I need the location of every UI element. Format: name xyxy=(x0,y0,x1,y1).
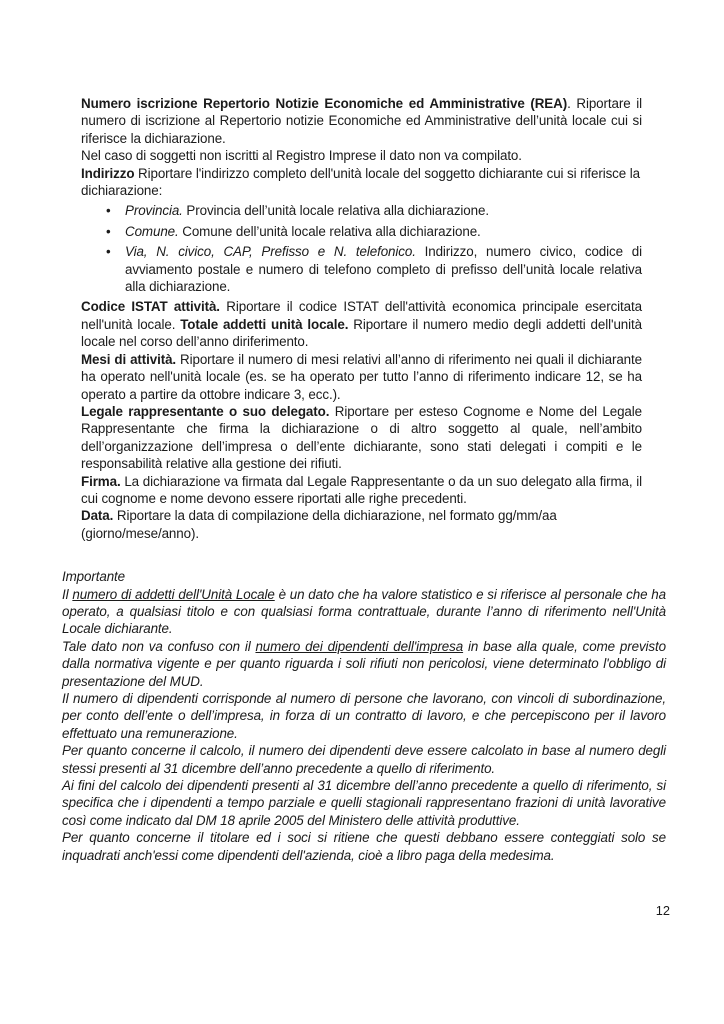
term-legale-rappresentante: Legale rappresentante o suo delegato. xyxy=(81,403,330,419)
paragraph-indirizzo xyxy=(81,165,642,200)
page-content xyxy=(0,95,724,864)
paragraph-istat-body1: Riportare il codice ISTAT dell'attività economica principale esercitata nell'unità locale. xyxy=(81,299,642,332)
bullet-icon: • xyxy=(106,244,111,260)
bullet-desc-comune: Comune dell’unità locale relativa alla dichiarazione. xyxy=(178,223,481,239)
important-section xyxy=(62,568,666,864)
important-paragraph-definizione: Il numero di dipendenti corrisponde al numero di persone che lavorano, con vincoli di subordinazione, per conto dell’ente o dell’impresa, in forza di un contratto di lavoro, e che percepiscono per il lavoro effettuato una remunerazione. xyxy=(62,691,666,741)
paragraph-registro-body: Nel caso di soggetti non iscritti al Registro Imprese il dato non va compilato. xyxy=(81,148,522,164)
paragraph-rea xyxy=(81,95,642,147)
bullet-term-via: Via, N. civico, CAP, Prefisso e N. telefonico. xyxy=(125,244,416,260)
important-paragraph-dipendenti xyxy=(62,638,666,690)
term-data: Data. xyxy=(81,508,114,524)
bullet-desc-provincia: Provincia dell’unità locale relativa alla dichiarazione. xyxy=(182,203,489,219)
important-paragraph-addetti xyxy=(62,586,666,638)
important-paragraph-calcolo: Per quanto concerne il calcolo, il numero dei dipendenti deve essere calcolato in base al numero degli stessi presenti al 31 dicembre dell’anno precedente a quello di riferimento. xyxy=(62,743,666,776)
page-number: 12 xyxy=(655,903,670,918)
bullet-item-provincia xyxy=(81,202,642,219)
bullet-icon: • xyxy=(106,223,111,239)
term-totale-addetti: Totale addetti unità locale. xyxy=(180,316,349,332)
important-p2-pre: Tale dato non va confuso con il xyxy=(62,638,256,654)
paragraph-legale-rappresentante xyxy=(81,403,642,473)
term-rea: Numero iscrizione Repertorio Notizie Economiche ed Amministrative (REA) xyxy=(81,96,568,111)
paragraph-registro-imprese xyxy=(81,147,642,164)
bullet-item-comune xyxy=(81,223,642,240)
paragraph-istat-addetti xyxy=(81,298,642,350)
important-p2-post: in base alla quale, come previsto dalla normativa vigente e per quanto riguarda i soli rifiuti non pericolosi, viene determinato l'obbligo di presentazione del MUD. xyxy=(62,638,666,689)
bullet-desc-via: Indirizzo, numero civico, codice di avviamento postale e numero di telefono completo di prefisso dell’unità locale relativa alla dichiarazione. xyxy=(125,244,642,295)
paragraph-indirizzo-body: Riportare l'indirizzo completo dell'unità locale del soggetto dichiarante cui si riferisce la dichiarazione: xyxy=(81,165,640,199)
paragraph-legale-body: Riportare per esteso Cognome e Nome del Legale Rappresentante che firma la dichiarazione o di altro soggetto al quale, nell’ambito dell’organizzazione dell’impresa o dell’ente dichiarante, sono stati delegati i compiti e le responsabilità relative alla gestione dei rifiuti. xyxy=(81,403,642,472)
important-paragraph-titolare: Per quanto concerne il titolare ed i soci si ritiene che questi debbano essere conteggiati solo se inquadrati anch'essi come dipendenti dell'azienda, cioè a libro paga della medesima. xyxy=(62,830,666,863)
paragraph-istat-body2: Riportare il numero medio degli addetti dell'unità locale nel corso dell’anno diriferimento. xyxy=(81,316,642,350)
paragraph-mesi-body: Riportare il numero di mesi relativi all’anno di riferimento nei quali il dichiarante ha operato nell'unità locale (es. se ha operato per tutto l’anno di riferimento indicare 12, se ha operato a partire da ottobre indicare 3, ecc.). xyxy=(81,351,642,402)
important-p1-pre: Il xyxy=(62,586,73,602)
term-indirizzo: Indirizzo xyxy=(81,165,135,181)
paragraph-firma xyxy=(81,473,642,508)
term-firma: Firma. xyxy=(81,473,121,489)
instructions-section xyxy=(81,95,642,542)
paragraph-data-body: Riportare la data di compilazione della dichiarazione, nel formato gg/mm/aa (giorno/mese/anno). xyxy=(81,508,557,541)
bullet-term-provincia: Provincia. xyxy=(125,203,183,219)
bullet-icon: • xyxy=(106,203,111,219)
underlined-term-addetti: numero di addetti dell'Unità Locale xyxy=(72,586,275,602)
term-codice-istat: Codice ISTAT attività. xyxy=(81,299,220,315)
important-heading: Importante xyxy=(62,569,126,585)
important-paragraph-tempo-parziale: Ai fini del calcolo dei dipendenti presenti al 31 dicembre dell’anno precedente a quello di riferimento, si specifica che i dipendenti a tempo parziale e quelli stagionali rappresentano frazioni di unità lavorative così come indicato dal DM 18 aprile 2005 del Ministero delle attività produttive. xyxy=(62,778,666,828)
term-mesi-attivita: Mesi di attività. xyxy=(81,351,177,367)
bullet-item-via xyxy=(81,243,642,295)
paragraph-data xyxy=(81,507,642,542)
bullet-term-comune: Comune. xyxy=(125,223,179,239)
paragraph-mesi-attivita xyxy=(81,351,642,403)
address-bullet-list xyxy=(81,202,642,295)
paragraph-firma-body: La dichiarazione va firmata dal Legale Rappresentante o da un suo delegato alla firma, il cui cognome e nome devono essere riportati alle righe precedenti. xyxy=(81,473,642,506)
paragraph-rea-body: . Riportare il numero di iscrizione al Repertorio notizie Economiche ed Amministrative dell’unità locale cui si riferisce la dichiarazione. xyxy=(81,96,642,146)
important-p1-post: è un dato che ha valore statistico e si riferisce al personale che ha operato, a qualsiasi titolo e con qualsiasi forma contrattuale, durante l’anno di riferimento nell'Unità Locale dichiarante. xyxy=(62,586,666,637)
underlined-term-dipendenti: numero dei dipendenti dell'impresa xyxy=(255,638,464,654)
